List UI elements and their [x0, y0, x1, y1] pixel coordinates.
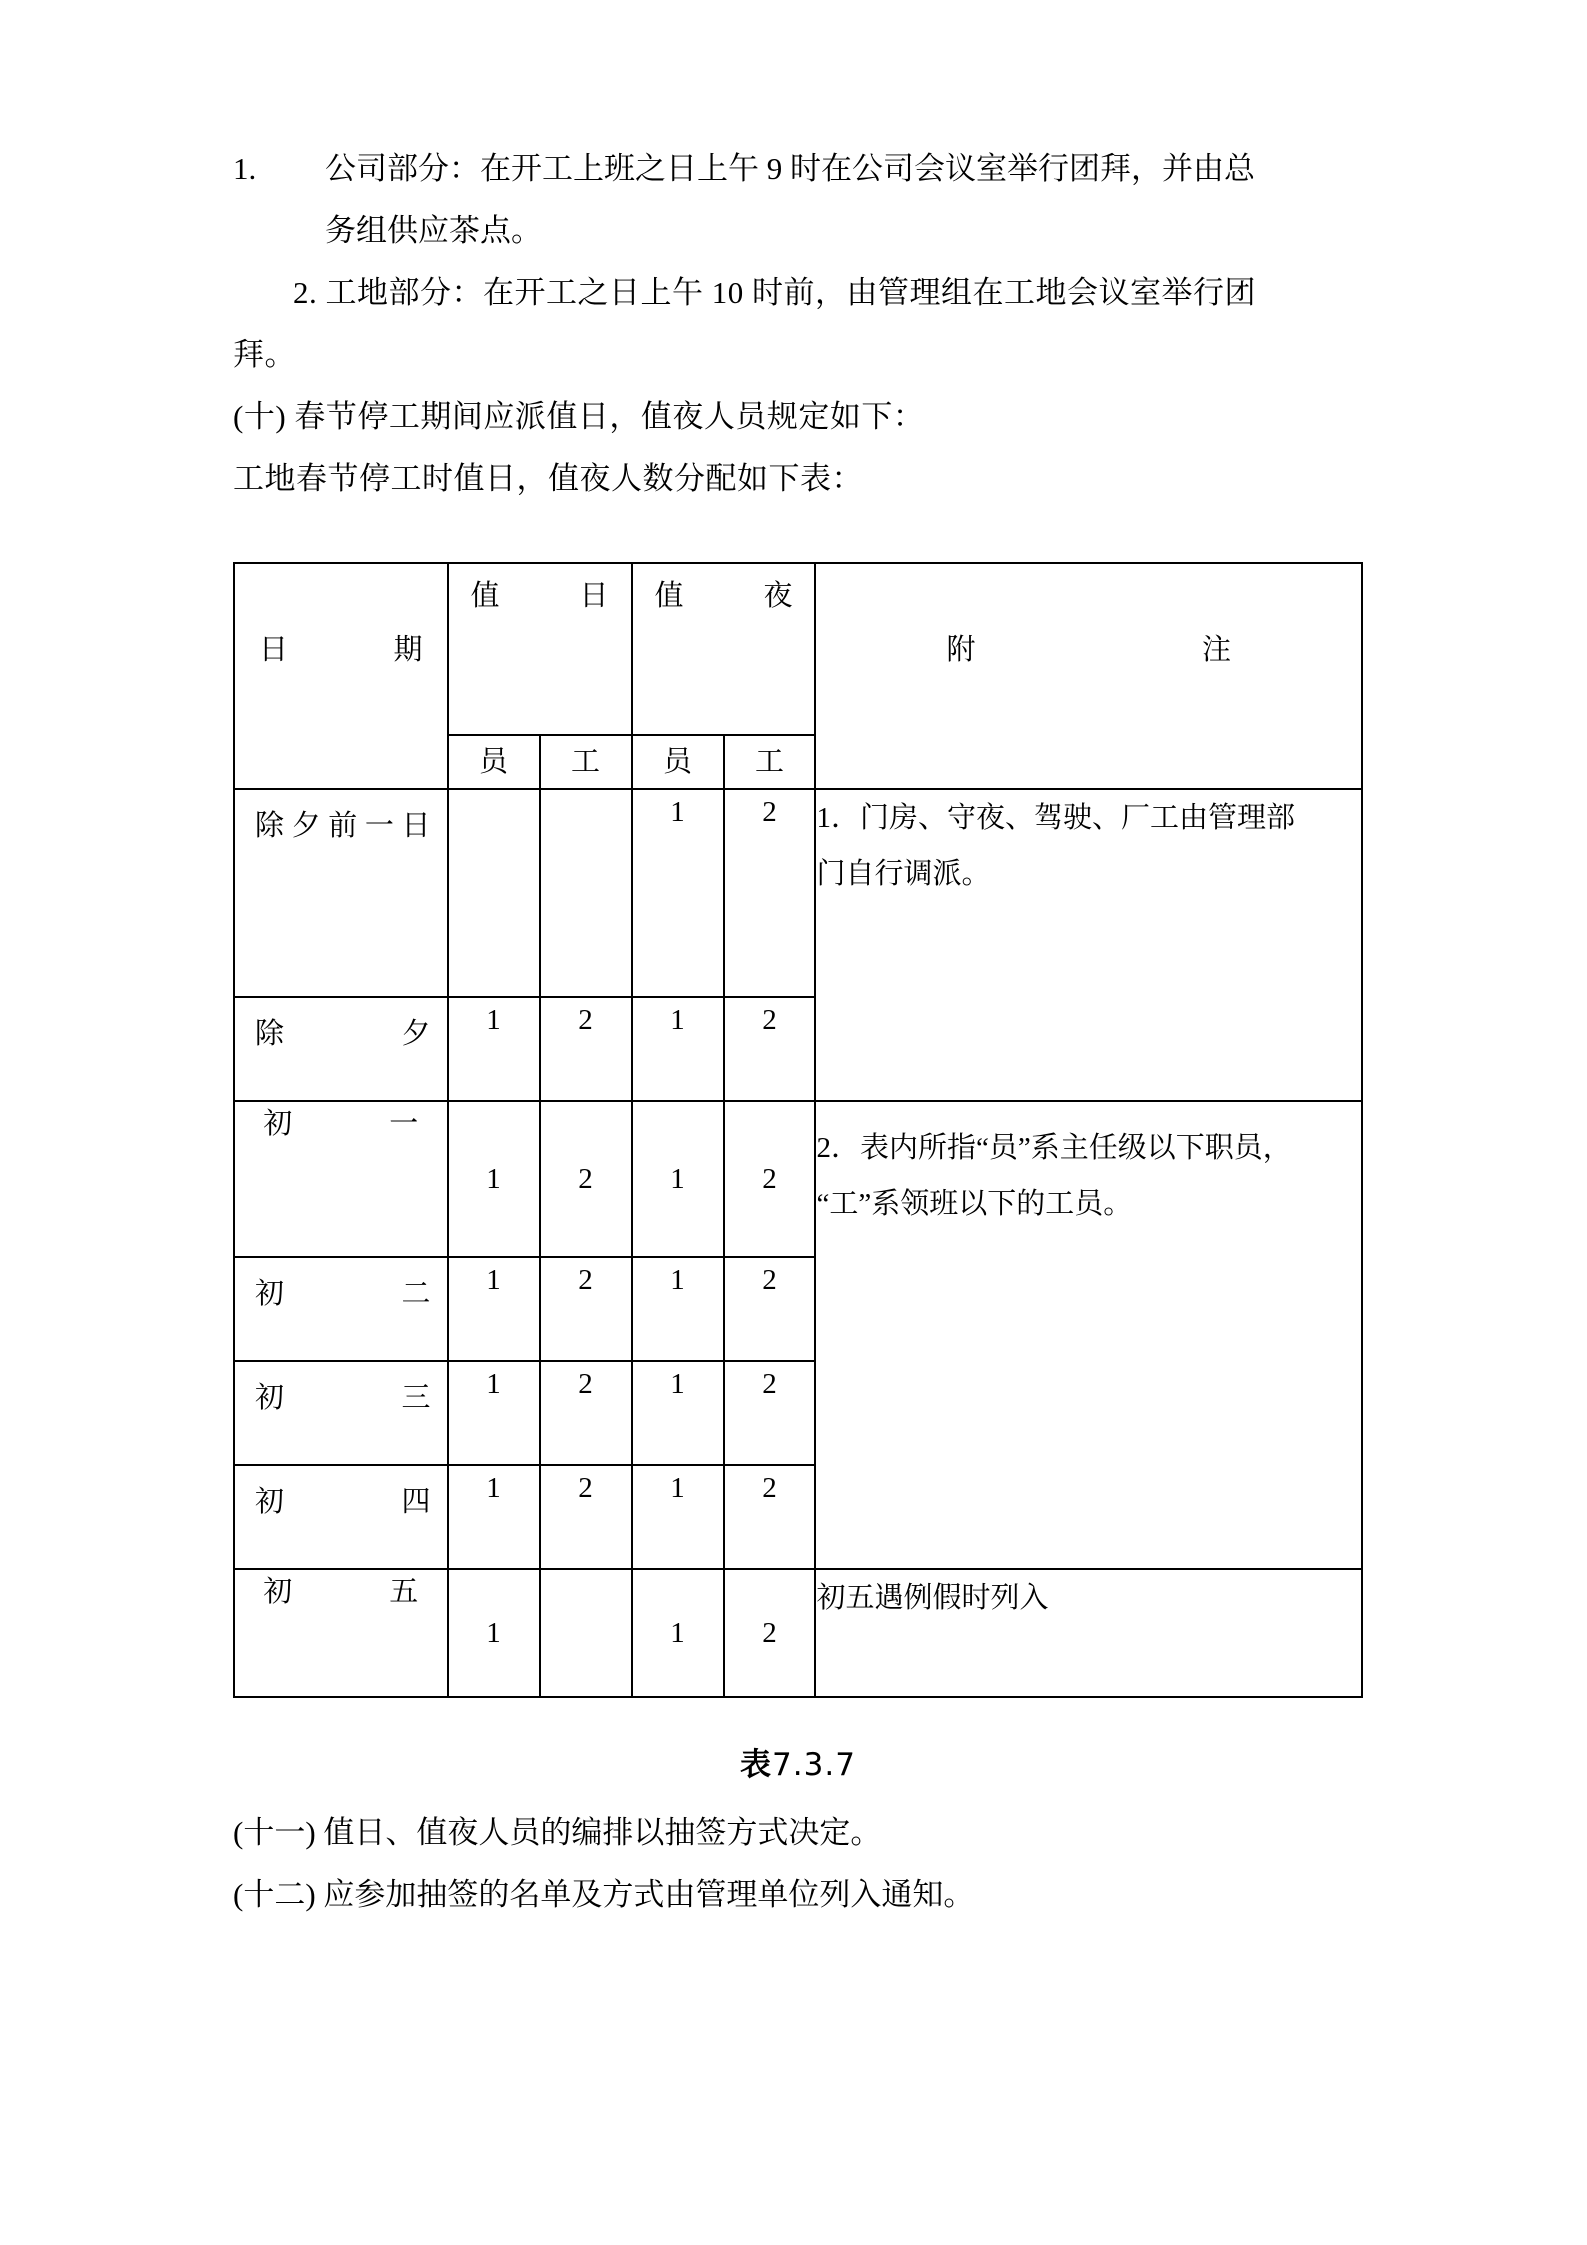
header-cell-night-duty: [632, 563, 816, 735]
cell-night-staff: 1: [632, 1257, 724, 1361]
table-row: [234, 1101, 1362, 1257]
pre-table-spacer: [233, 510, 1363, 562]
header-label-day-duty: 值 日: [470, 580, 609, 612]
note-2-line-2: “工”系领班以下的工员。: [816, 1188, 1133, 1220]
cell-date-label: 初 二: [255, 1278, 431, 1310]
top-spacer: [233, 0, 1363, 138]
list-item-1-number: 1.: [233, 151, 257, 186]
note-1-line-2: 门自行调派。: [816, 858, 991, 890]
cell-date-label: 初 一: [263, 1108, 419, 1140]
cell-date-label: 除 夕: [255, 1018, 431, 1050]
cell-remark-note-1: [815, 789, 1362, 1101]
cell-day-staff: [448, 789, 540, 997]
header-cell-remarks: [815, 563, 1362, 789]
duty-schedule-table: [233, 562, 1363, 1698]
header-label-remarks: 附 注: [946, 634, 1231, 666]
cell-day-staff: 1: [448, 1465, 540, 1569]
cell-day-staff: 1: [448, 1257, 540, 1361]
cell-night-staff: 1: [632, 1361, 724, 1465]
cell-night-worker: 2: [724, 1465, 816, 1569]
cell-night-worker: 2: [724, 1361, 816, 1465]
paragraph-site-portion: 2. 工地部分：在开工之日上午 10 时前，由管理组在工地会议室举行团: [293, 275, 1256, 310]
cell-night-staff: 1: [632, 789, 724, 997]
cell-date-label: 初 三: [255, 1382, 431, 1414]
cell-date-wrap: [235, 1102, 447, 1146]
cell-day-worker: 2: [540, 1257, 632, 1361]
header-cell-day-duty: [448, 563, 632, 735]
cell-day-worker: 2: [540, 1361, 632, 1465]
cell-date: [234, 789, 448, 997]
list-item-1-body: [325, 138, 1363, 262]
paragraph-site-portion-continuation: 拜。: [233, 337, 296, 372]
cell-day-staff: 1: [448, 1569, 540, 1697]
cell-date: [234, 1101, 448, 1257]
cell-day-staff: 1: [448, 997, 540, 1101]
note-2-line-1: 2．表内所指“员”系主任级以下职员，: [816, 1132, 1292, 1164]
table-row: [234, 1569, 1362, 1697]
cell-date: [234, 1257, 448, 1361]
cell-date-label: 初 四: [255, 1486, 431, 1518]
paragraph-table-intro: 工地春节停工时值日，值夜人数分配如下表：: [233, 461, 863, 496]
note-3-line-1: 初五遇例假时列入: [816, 1582, 1049, 1614]
cell-date-label: 初 五: [263, 1576, 419, 1608]
cell-night-worker: 2: [724, 997, 816, 1101]
table-row: [234, 789, 1362, 997]
cell-day-worker: 2: [540, 997, 632, 1101]
cell-day-worker: [540, 789, 632, 997]
cell-night-worker: 2: [724, 789, 816, 997]
cell-date: [234, 1361, 448, 1465]
cell-remark-note-3: [815, 1569, 1362, 1697]
cell-night-worker: 2: [724, 1569, 816, 1697]
cell-day-worker: 2: [540, 1465, 632, 1569]
header-label-night-worker: 工: [724, 735, 816, 789]
cell-date: [234, 1569, 448, 1697]
cell-night-worker: 2: [724, 1101, 816, 1257]
header-label-night-staff: 员: [632, 735, 724, 789]
paragraph-item-twelve: (十二) 应参加抽签的名单及方式由管理单位列入通知。: [233, 1877, 975, 1912]
header-label-date: 日 期: [259, 634, 423, 666]
cell-night-staff: 1: [632, 1569, 724, 1697]
header-label-night-duty: 值 夜: [654, 580, 793, 612]
cell-night-staff: 1: [632, 1101, 724, 1257]
paragraph-item-ten: (十) 春节停工期间应派值日，值夜人员规定如下：: [233, 399, 925, 434]
list-item-1-line2: 务组供应茶点。: [325, 213, 542, 248]
cell-date-wrap: [235, 1570, 447, 1614]
cell-date: [234, 1465, 448, 1569]
table-caption: [233, 1728, 1363, 1802]
paragraph-item-eleven: (十一) 值日、值夜人员的编排以抽签方式决定。: [233, 1815, 882, 1850]
header-cell-date: [234, 563, 448, 789]
cell-date-label: 除夕前一日: [255, 810, 431, 842]
table-caption-label: 表: [740, 1747, 773, 1783]
document-content: [233, 0, 1363, 1926]
cell-remark-note-2: [815, 1101, 1362, 1569]
post-table-spacer: [233, 1698, 1363, 1728]
list-item-1-line1: 公司部分：在开工上班之日上午 9 时在公司会议室举行团拜，并由总: [325, 151, 1255, 186]
cell-night-staff: 1: [632, 997, 724, 1101]
cell-day-staff: 1: [448, 1101, 540, 1257]
header-label-day-staff: 员: [448, 735, 540, 789]
cell-night-staff: 1: [632, 1465, 724, 1569]
note-1-line-1: 1．门房、守夜、驾驶、厂工由管理部: [816, 802, 1295, 834]
cell-day-worker: 2: [540, 1101, 632, 1257]
list-item-1: [233, 138, 1363, 262]
header-label-day-worker: 工: [540, 735, 632, 789]
cell-date: [234, 997, 448, 1101]
cell-night-worker: 2: [724, 1257, 816, 1361]
table-caption-number: 7.3.7: [772, 1747, 856, 1783]
cell-day-worker: [540, 1569, 632, 1697]
cell-day-staff: 1: [448, 1361, 540, 1465]
table-header-group-row: [234, 563, 1362, 735]
